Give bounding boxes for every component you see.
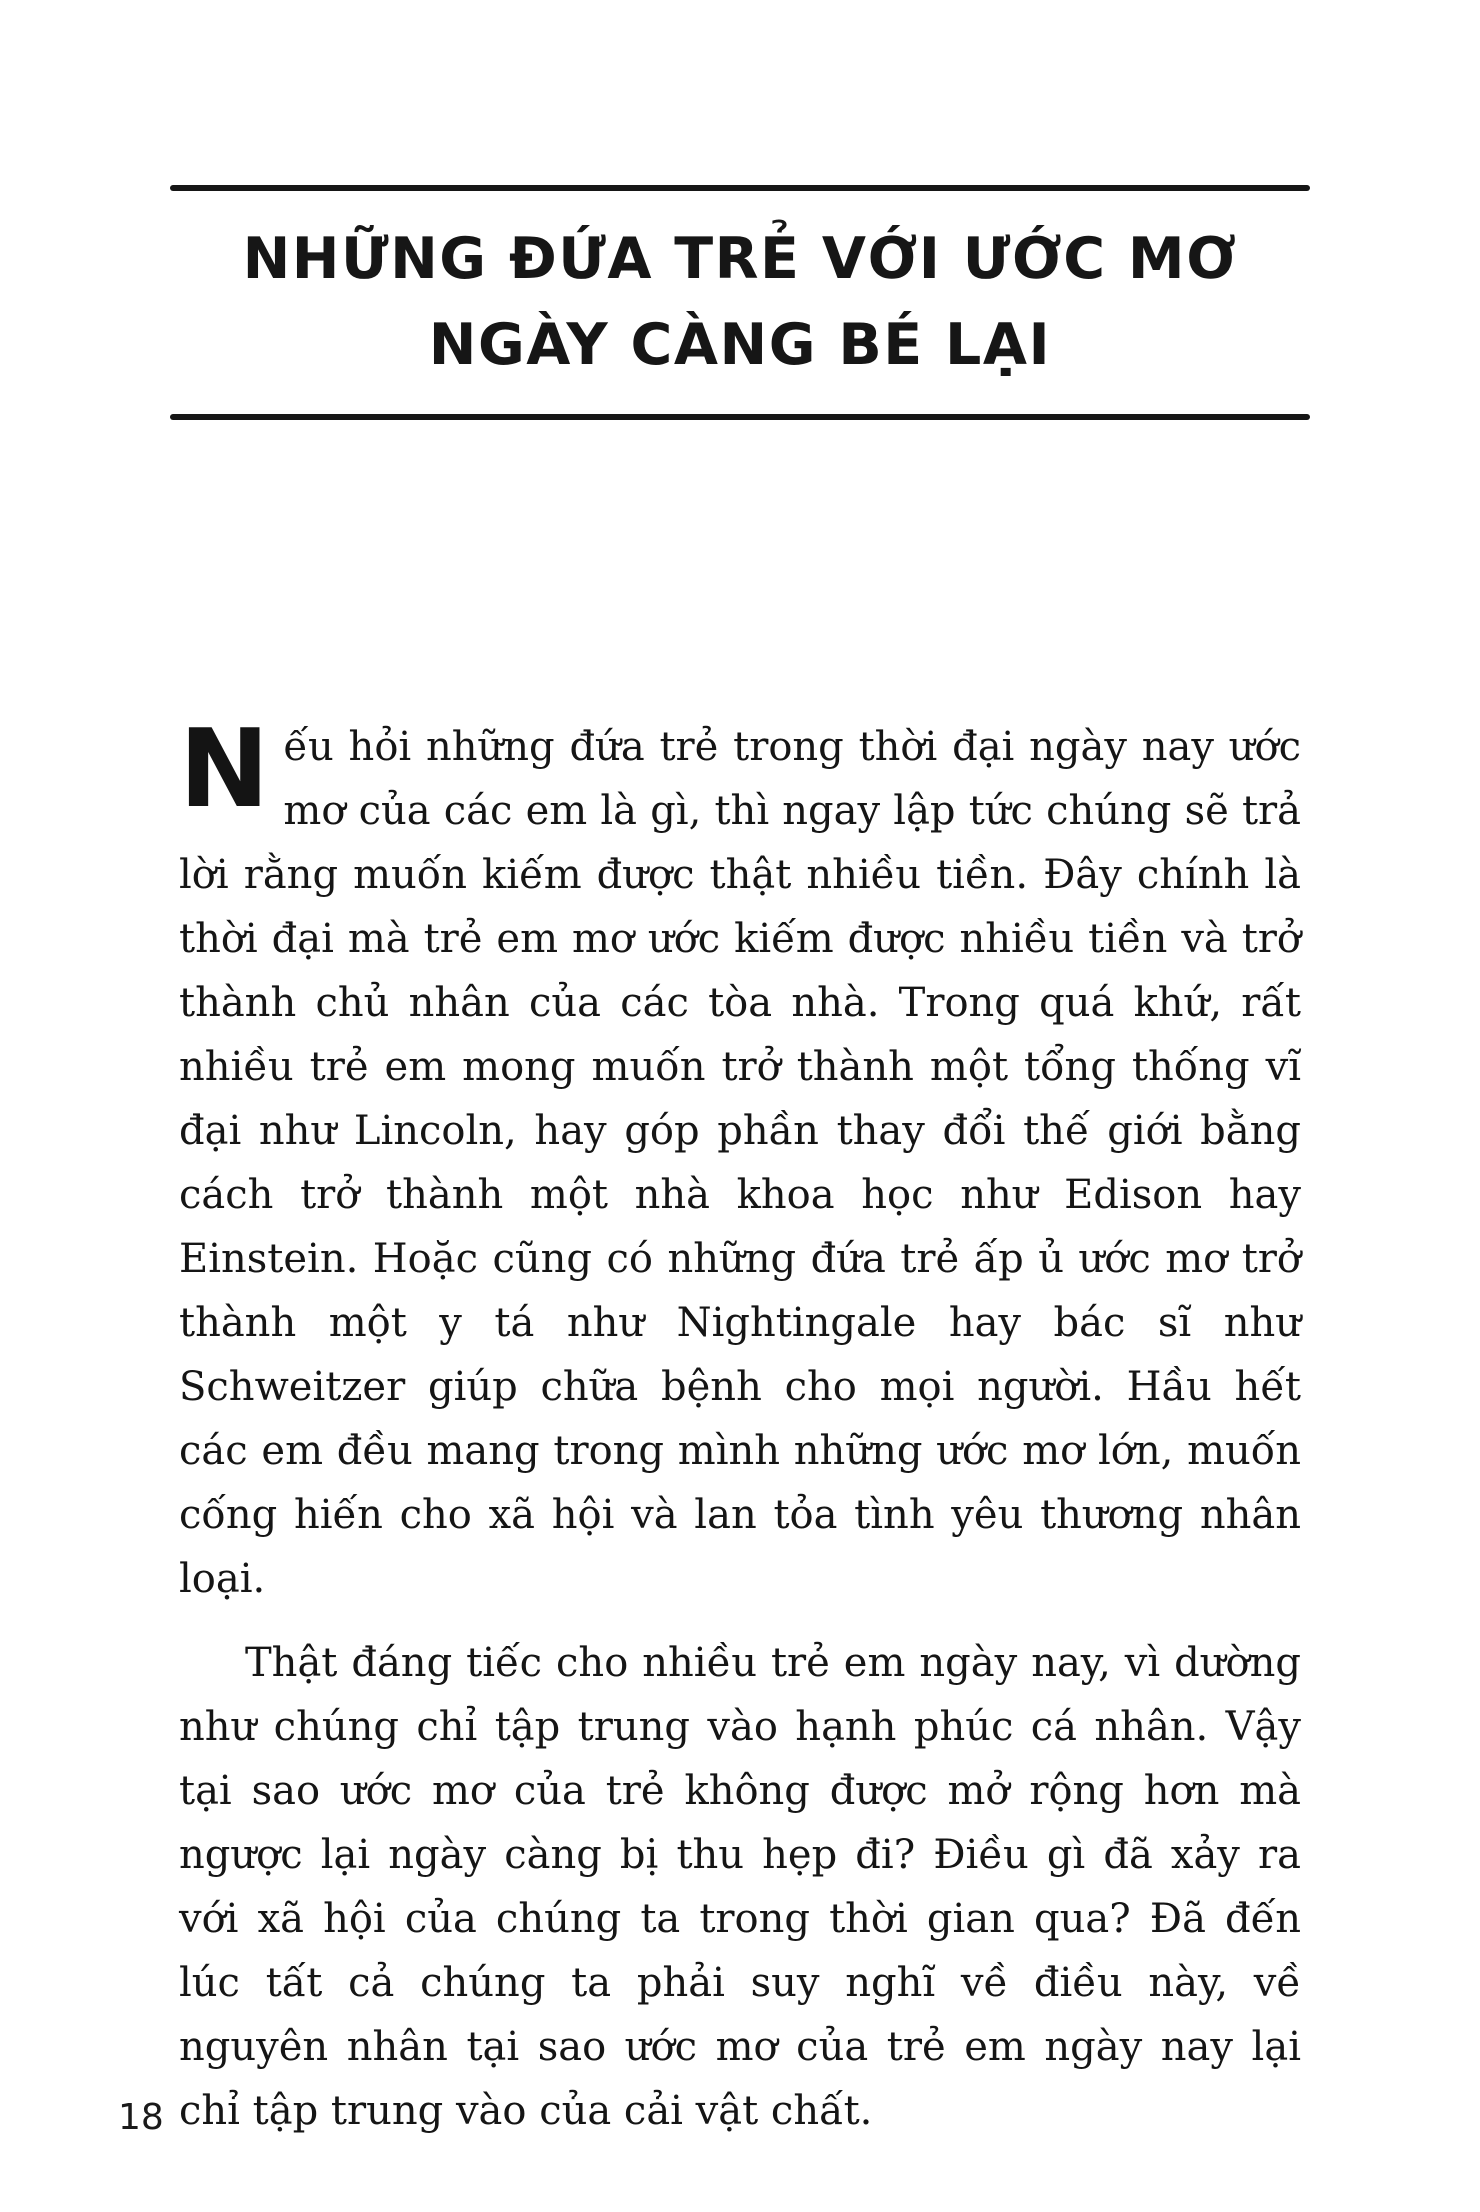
body-text [179, 707, 1301, 2143]
chapter-title-block [170, 185, 1310, 420]
page-number: 18 [118, 2097, 164, 2138]
drop-cap: N [179, 707, 270, 832]
paragraph-1 [179, 707, 1301, 1611]
chapter-title-line2: NGÀY CÀNG BÉ LẠI [428, 311, 1052, 378]
title-rule-top [170, 185, 1310, 191]
paragraph-1-text: ếu hỏi những đứa trẻ trong thời đại ngày nay ước mơ của các em là gì, thì ngay lập tức chúng sẽ trả lời rằng muốn kiếm được thật nhiều tiền. Đây chính là thời đại mà trẻ em mơ ước kiếm được nhiều tiền và trở thành chủ nhân của các tòa nhà. Trong quá khứ, rất nhiều trẻ em mong muốn trở thành một tổng thống vĩ đại như Lincoln, hay góp phần thay đổi thế giới bằng cách trở thành một nhà khoa học như Edison hay Einstein. Hoặc cũng có những đứa trẻ ấp ủ ước mơ trở thành một y tá như Nightingale hay bác sĩ như Schweitzer giúp chữa bệnh cho mọi người. Hầu hết các em đều mang trong mình những ước mơ lớn, muốn cống hiến cho xã hội và lan tỏa tình yêu thương nhân loại. [179, 724, 1301, 1602]
paragraph-2: Thật đáng tiếc cho nhiều trẻ em ngày nay, vì dường như chúng chỉ tập trung vào hạnh phúc cá nhân. Vậy tại sao ước mơ của trẻ không được mở rộng hơn mà ngược lại ngày càng bị thu hẹp đi? Điều gì đã xảy ra với xã hội của chúng ta trong thời gian qua? Đã đến lúc tất cả chúng ta phải suy nghĩ về điều này, về nguyên nhân tại sao ước mơ của trẻ em ngày nay lại chỉ tập trung vào của cải vật chất. [179, 1640, 1301, 2134]
chapter-title-line1: NHỮNG ĐỨA TRẺ VỚI ƯỚC MƠ [242, 226, 1238, 292]
title-rule-bottom [170, 414, 1310, 420]
chapter-title [170, 217, 1310, 388]
